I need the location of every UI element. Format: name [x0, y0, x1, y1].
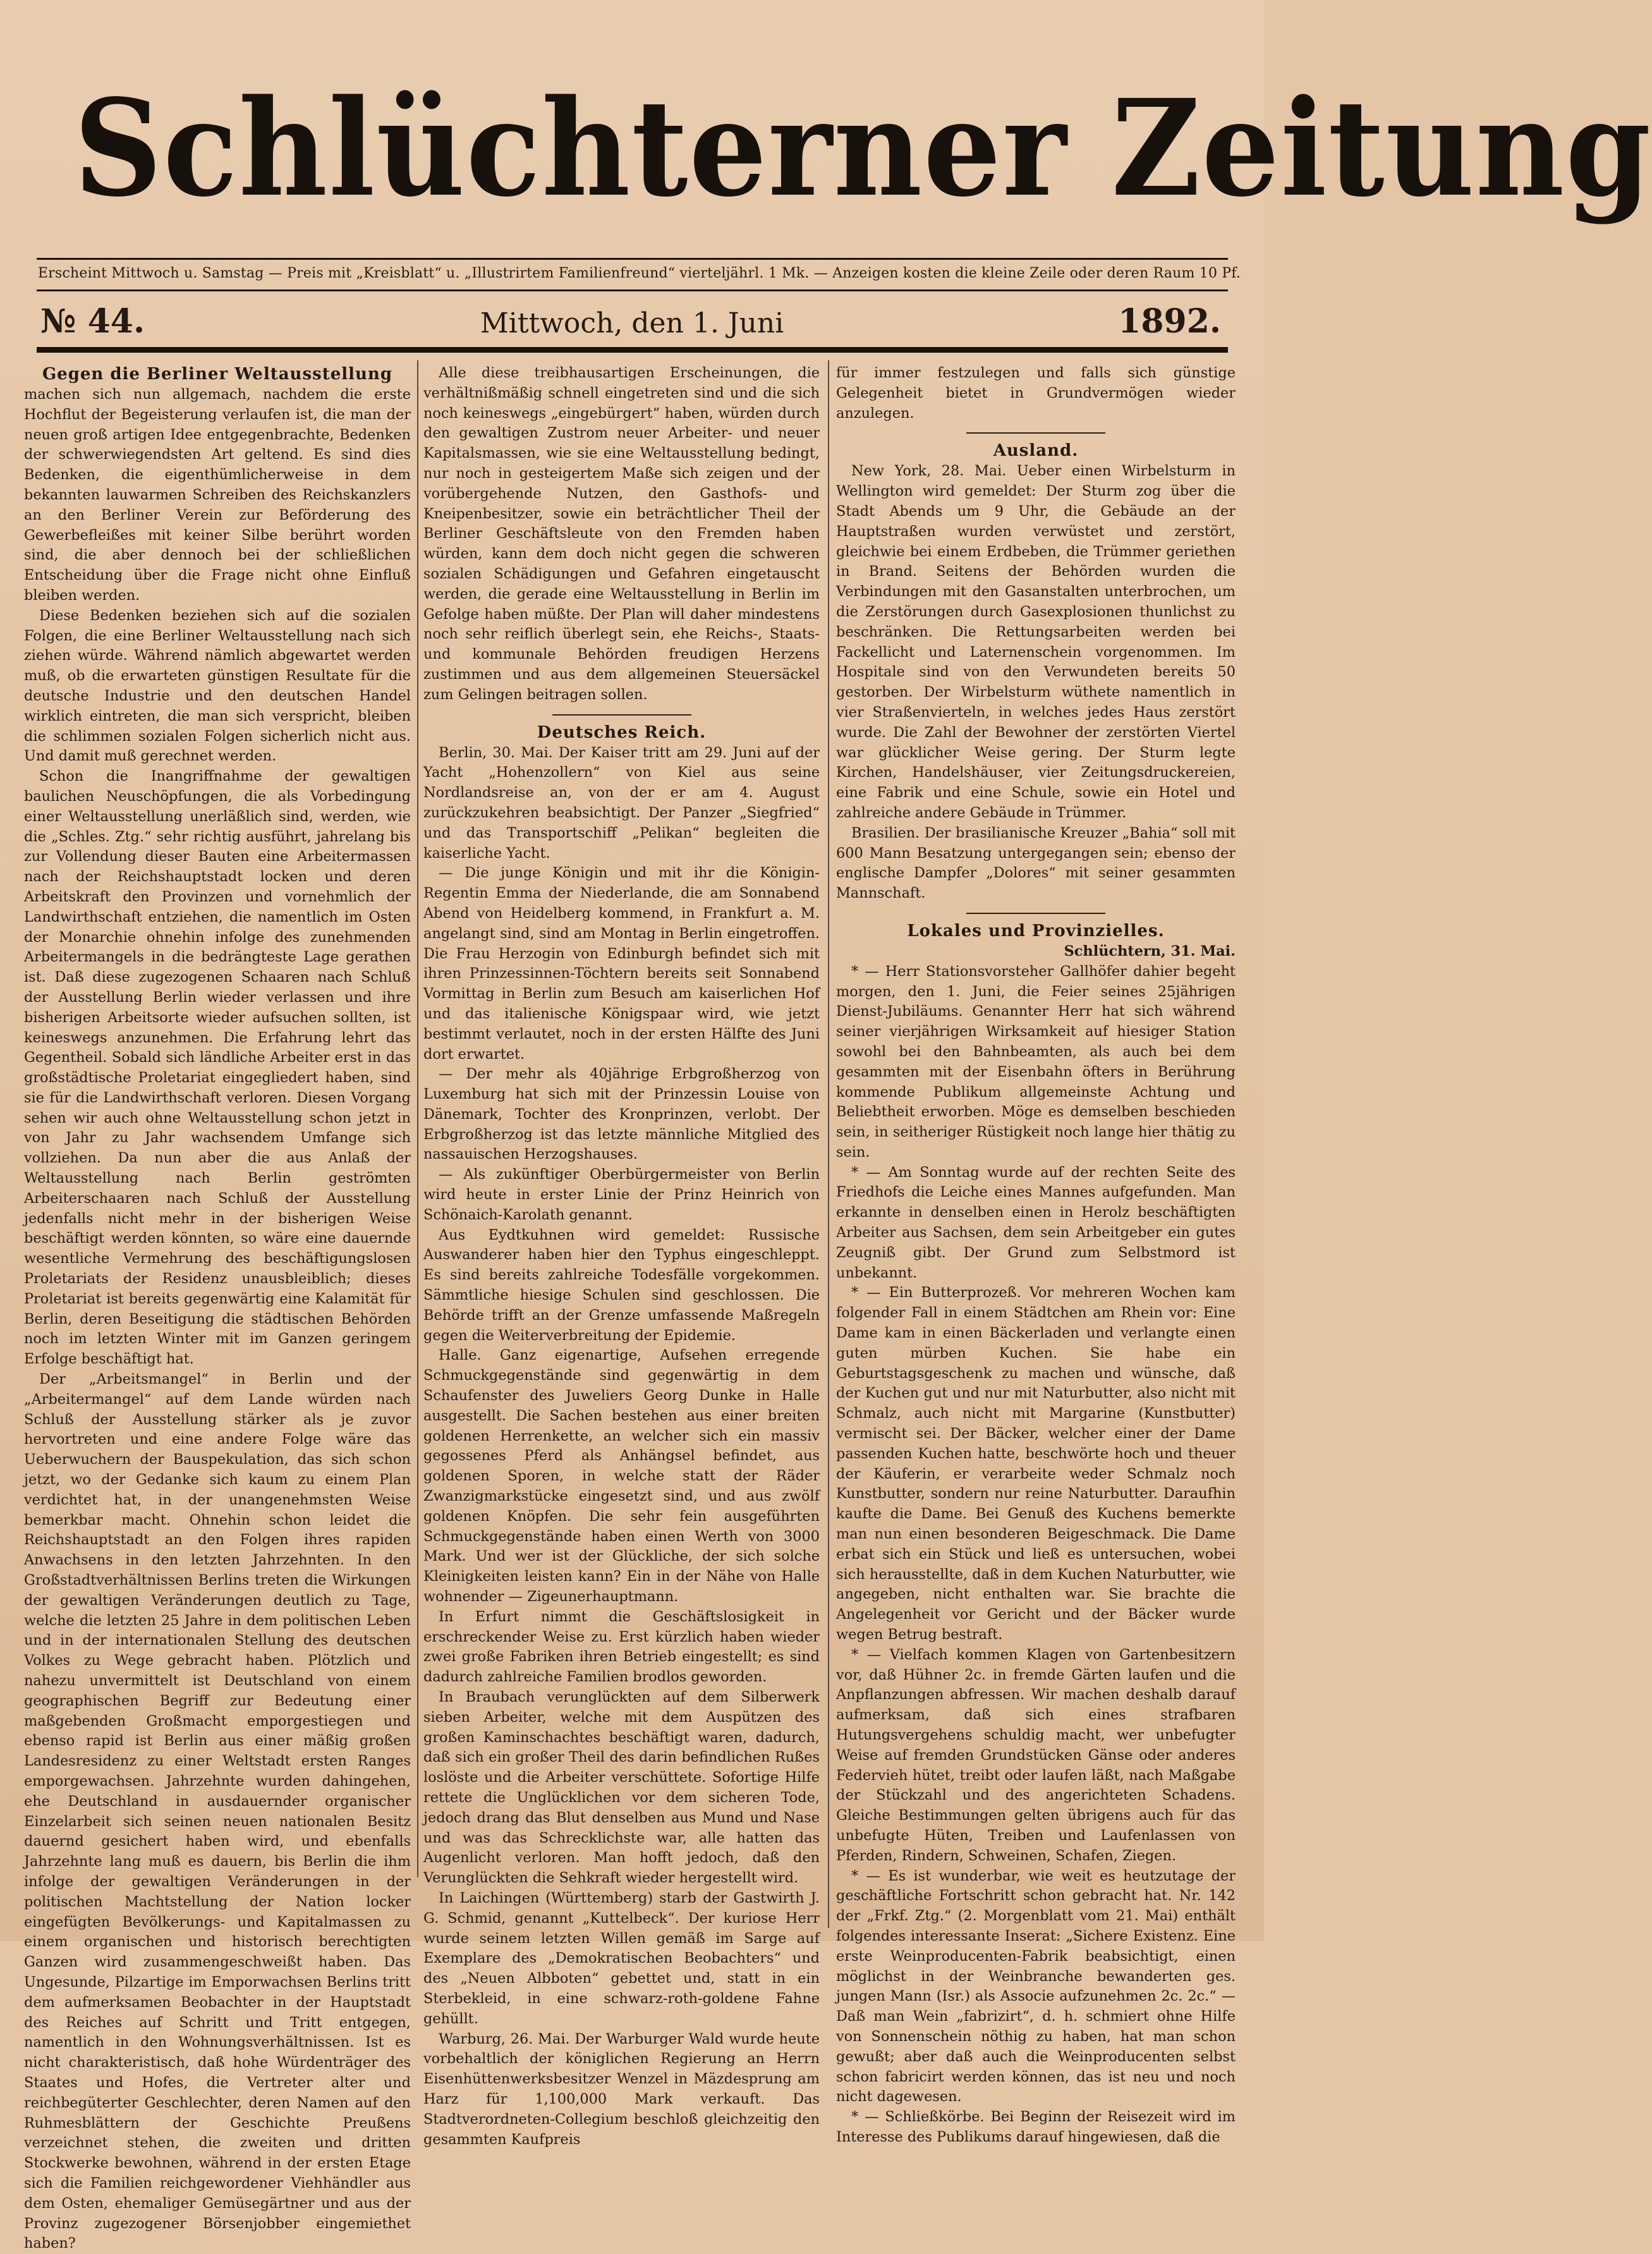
news-item-berlin: Berlin, 30. Mai. Der Kaiser tritt am 29. Juni auf der Yacht „Hohenzollern“ von Kiel aus seine Nordlandsreise an, von der er am 4. August zurückzukehren beabsichtigt. Der Panzer „Siegfried“ und das Transportschiff „Pelikan“ begleiten die kaiserliche Yacht.: [423, 744, 820, 862]
masthead-rule-bottom: [37, 347, 1228, 353]
article-paragraph: machen sich nun allgemach, nachdem die erste Hochflut der Begeisterung verlaufen ist, die man der neuen groß artigen Idee entgegenbrachte, Bedenken der schwerwiegendsten Art geltend. Es sind dies Bedenken, die eigenthümlicherweise in dem bekannten lauwarmen Schreiben des Reichskanzlers an den Berliner Verein zur Beförderung des Gewerbefleißes mit keiner Silbe berührt worden sind, die aber dennoch bei der schließlichen Entscheidung über die Frage nicht ohne Einfluß bleiben werden.: [24, 386, 411, 604]
local-dateline: Schlüchtern, 31. Mai.: [1064, 942, 1236, 959]
article-paragraph: Der „Arbeitsmangel“ in Berlin und der „Arbeitermangel“ auf dem Lande würden nach Schluß der Ausstellung stärker als je zuvor hervortreten und eine andere Folge wäre das Ueberwuchern der Bauspekulation, das sich schon jetzt, wo der Gedanke sich kaum zu einem Plan verdichtet hat, in der unangenehmsten Weise bemerkbar macht. Ohnehin schon leidet die Reichshauptstadt an den Folgen ihres rapiden Anwachsens in den letzten Jahrzehnten. In den Großstadtverhältnissen Berlins treten die Wirkungen der gewaltigen Veränderungen deutlich zu Tage, welche die letzten 25 Jahre in dem politischen Leben und in der internationalen Stellung des deutschen Volkes zu Wege gebracht haben. Plötzlich und nahezu unvermittelt ist Deutschland von einem geographischen Begriff zur Bedeutung einer maßgebenden Großmacht emporgestiegen und ebenso rapid ist Berlin aus einer mäßig großen Landesresidenz zu einer Weltstadt ersten Ranges emporgewachsen. Jahrzehnte wurden dahingehen, ehe Deutschland in ausdauernder organischer Einzelarbeit sich seinen neuen nationalen Besitz dauernd gesichert haben wird, und ebenfalls Jahrzehnte lang muß es dauern, bis Berlin die ihm infolge der gewaltigen Veränderungen in der politischen Machtstellung der Nation locker eingefügten Bevölkerungs- und Kapitalmassen zu einem organischen und historisch berechtigten Ganzen wird zusammengeschweißt haben. Das Ungesunde, Pilzartige im Emporwachsen Berlins tritt dem aufmerksamen Beobachter in der Hauptstadt des Reiches auf Schritt und Tritt entgegen, namentlich in den Wohnungsverhältnissen. Ist es nicht charakteristisch, daß hohe Würdenträger des Staates und Hofes, die Vertreter alter und reichbegüterter Geschlechter, deren Namen auf den Ruhmesblättern der Geschichte Preußens verzeichnet stehen, die zweiten und dritten Stockwerke bewohnen, während in der ersten Etage sich die Familien reichgewordener Viehhändler aus dem Osten, ehemaliger Gemüsegärtner und aus der Provinz zugezogener Börsenjobber eingemiethet haben?: [24, 1371, 411, 2252]
local-item: * — Vielfach kommen Klagen von Gartenbesitzern vor, daß Hühner 2c. in fremde Gärten laufen und die Anpflanzungen abfressen. Wir machen deshalb darauf aufmerksam, daß sich eines strafbaren Hutungsvergehens schuldig macht, wer unbefugter Weise auf fremden Grundstücken Gänse oder anderes Federvieh hütet, treibt oder laufen läßt, nach Maßgabe der Stückzahl und des angerichteten Schadens. Gleiche Bestimmungen gelten übrigens auch für das unbefugte Hüten, Treiben und Laufenlassen von Pferden, Rindern, Schweinen, Schafen, Ziegen.: [836, 1646, 1236, 1864]
column-divider-2: [828, 360, 829, 1928]
column-3: [836, 363, 1236, 2145]
column-2: [423, 363, 820, 2148]
section-divider: [552, 714, 691, 716]
news-item-braubach: In Braubach verunglückten auf dem Silberwerk sieben Arbeiter, welche mit dem Auspützen des großen Kaminschachtes beschäftigt waren, dadurch, daß sich ein großer Theil des darin befindlichen Rußes loslöste und die Arbeiter verschüttete. Sofortige Hilfe rettete die Unglücklichen vor dem sicheren Tode, jedoch drang das Blut denselben aus Mund und Nase und was das Schrecklichste war, alle hatten das Augenlicht verloren. Man hofft jedoch, daß den Verunglückten die Sehkraft wieder hergestellt wird.: [423, 1689, 820, 1887]
masthead-rule-top: [37, 258, 1228, 260]
section-heading-ausland: Ausland.: [993, 441, 1079, 461]
news-item: — Die junge Königin und mit ihr die Königin-Regentin Emma der Niederlande, die am Sonnabend Abend von Heidelberg kommend, in Frankfurt a. M. angelangt sind, sind am Montag in Berlin eingetroffen. Die Frau Herzogin von Edinburgh befindet sich mit ihren Prinzessinnen-Töchtern bereits seit Sonnabend Vormittag in Berlin zum Besuch am kaiserlichen Hof und das italienische Königspaar wird, wie jetzt bestimmt verlautet, noch in der ersten Hälfte des Juni dort erwartet.: [423, 865, 820, 1063]
news-item-new-york: New York, 28. Mai. Ueber einen Wirbelsturm in Wellington wird gemeldet: Der Sturm zog über die Stadt Abends um 9 Uhr, die Gebäude an der Hauptstraßen wurden verwüstet und zerstört, gleichwie bei einem Erdbeben, die Trümmer geriethen in Brand. Seitens der Behörden wurden die Verbindungen mit den Gasanstalten unterbrochen, um die Zerstörungen durch Gasexplosionen thunlichst zu beschränken. Die Rettungsarbeiten werden bei Fackellicht und Laternenschein vorgenommen. Im Hospitale sind von den Verwundeten bereits 50 gestorben. Der Wirbelsturm wüthete namentlich in vier Straßenvierteln, in welches jedes Haus zerstört wurde. Die Zahl der Bewohner der zerstörten Viertel war glücklicher Weise gering. Der Sturm legte Kirchen, Handelshäuser, vier Zeitungsdruckereien, eine Fabrik und eine Schule, sowie ein Hotel und zahlreiche andere Gebäude in Trümmer.: [836, 463, 1236, 821]
news-item: — Als zukünftiger Oberbürgermeister von Berlin wird heute in erster Linie der Prinz Heinrich von Schönaich-Karolath genannt.: [423, 1166, 820, 1223]
article-paragraph: für immer festzulegen und falls sich günstige Gelegenheit bietet in Grundvermögen wieder anzulegen.: [836, 365, 1236, 422]
column-1: [24, 363, 411, 2252]
section-divider: [966, 432, 1105, 434]
masthead-rule-middle: [37, 289, 1228, 291]
article-paragraph: Alle diese treibhausartigen Erscheinungen, die verhältnißmäßig schnell eingetreten sind und die sich noch keineswegs „eingebürgert“ haben, würden durch den gewaltigen Zustrom neuer Arbeiter- und neuer Kapitalsmassen, wie sie eine Weltausstellung bedingt, nur noch in gesteigertem Maße sich zeigen und der vorübergehende Nutzen, den Gasthofs- und Kneipenbesitzer, sowie ein beträchtlicher Theil der Berliner Geschäftsleute von den Fremden haben würden, kann dem doch nicht gegen die schweren sozialen Schädigungen und Gefahren eingetauscht werden, die gerade eine Weltausstellung in Berlin im Gefolge haben müßte. Der Plan will daher mindestens noch sehr reiflich überlegt sein, ehe Reichs-, Staats- und kommunale Behörden freudigen Herzens zustimmen und aus dem allgemeinen Steuersäckel zum Gelingen beitragen sollen.: [423, 365, 820, 703]
local-item: * — Herr Stationsvorsteher Gallhöfer dahier begeht morgen, den 1. Juni, die Feier seines 25jährigen Dienst-Jubiläums. Genannter Herr hat sich während seiner vierjährigen Wirksamkeit auf hiesiger Station sowohl bei den Bahnbeamten, als auch bei dem gesammten mit der Eisenbahn öfters in Berührung kommende Publikum allgemeinste Achtung und Beliebtheit erworben. Möge es demselben beschieden sein, in seitheriger Rüstigkeit noch lange hier thätig zu sein.: [836, 963, 1236, 1161]
local-item: * — Es ist wunderbar, wie weit es heutzutage der geschäftliche Fortschritt schon gebracht hat. Nr. 142 der „Frkf. Ztg.“ (2. Morgenblatt vom 21. Mai) enthält folgendes interessante Inserat: „Sichere Existenz. Eine erste Weinproducenten-Fabrik beabsichtigt, einen möglichst in der Weinbranche bewanderten ges. jungen Mann (Isr.) als Associe aufzunehmen 2c. 2c.“ — Daß man Wein „fabrizirt“, d. h. schmiert ohne Hilfe von Sonnenschein nöthig zu haben, hat man schon gewußt; aber daß auch die Weinproducenten selbst schon fabricirt werden können, das ist neu und noch nicht dagewesen.: [836, 1867, 1236, 2105]
section-heading-lokales: Lokales und Provinzielles.: [907, 921, 1165, 941]
section-divider: [966, 913, 1105, 914]
news-item-halle: Halle. Ganz eigenartige, Aufsehen erregende Schmuckgegenstände sind gegenwärtig in dem Schaufenster des Juweliers Georg Dunke in Halle ausgestellt. Die Sachen bestehen aus einer breiten goldenen Herrenkette, an welcher sich ein massiv gegossenes Pferd als Anhängsel befindet, aus goldenen Sporen, in welche statt der Räder Zwanzigmarkstücke eingesetzt sind, und aus zwölf goldenen Knöpfen. Die sehr fein ausgeführten Schmuckgegenstände haben einen Werth von 3000 Mark. Und wer ist der Glückliche, der sich solche Kleinigkeiten leisten kann? Ein in der Nähe von Halle wohnender — Zigeunerhauptmann.: [423, 1347, 820, 1605]
local-item: * — Ein Butterprozeß. Vor mehreren Wochen kam folgender Fall in einem Städtchen am Rhein vor: Eine Dame kam in einen Bäckerladen und verlangte einen guten mürben Kuchen. Sie habe ein Geburtstagsgeschenk zu machen und wünsche, daß der Kuchen gut und nur mit Naturbutter, also nicht mit Schmalz, auch nicht mit Margarine (Kunstbutter) vermischt sei. Der Bäcker, welcher einer der Dame passenden Kuchen hatte, beschwörte hoch und theuer der Käuferin, er verarbeite weder Schmalz noch Kunstbutter, sondern nur reine Naturbutter. Daraufhin kaufte die Dame. Bei Genuß des Kuchens bemerkte man nun einen besonderen Beigeschmack. Die Dame erbat sich ein Stück und ließ es untersuchen, wobei sich herausstellte, daß in dem Kuchen Naturbutter, wie angegeben, nicht enthalten war. Sie brachte die Angelegenheit vor Gericht und der Bäcker wurde wegen Betrug bestraft.: [836, 1284, 1236, 1643]
article-paragraph: Diese Bedenken beziehen sich auf die sozialen Folgen, die eine Berliner Weltausstellung nach sich ziehen würde. Während nämlich abgewartet werden muß, ob die erwarteten günstigen Resultate für die deutsche Industrie und den deutschen Handel wirklich eintreten, die man sich verspricht, bleiben die schlimmen sozialen Folgen sicherlich nicht aus. Und damit muß gerechnet werden.: [24, 607, 411, 765]
masthead-title: Schlüchterner Zeitung: [73, 70, 1652, 226]
news-item-laichingen: In Laichingen (Württemberg) starb der Gastwirth J. G. Schmid, genannt „Kuttelbeck“. Der kuriose Herr wurde seinem letzten Willen gemäß im Sarge auf Exemplare des „Demokratischen Beobachters“ und des „Neuen Albboten“ gebettet und, statt in ein Sterbekleid, in eine schwarz-roth-goldene Fahne gehüllt.: [423, 1889, 820, 2027]
column-divider-1: [417, 360, 418, 1877]
local-item: * — Schließkörbe. Bei Beginn der Reisezeit wird im Interesse des Publikums darauf hingewiesen, daß die: [836, 2109, 1236, 2145]
issue-number: № 44.: [40, 302, 145, 341]
issue-year: 1892.: [1118, 302, 1221, 341]
issue-date: Mittwoch, den 1. Juni: [480, 307, 784, 339]
news-item-brasilien: Brasilien. Der brasilianische Kreuzer „Bahia“ soll mit 600 Mann Besatzung untergegangen sein; ebenso der englische Dampfer „Dolores“ mit seiner gesammten Mannschaft.: [836, 824, 1236, 902]
news-item-eydtkuhnen: Aus Eydtkuhnen wird gemeldet: Russische Auswanderer haben hier den Typhus eingeschleppt. Es sind bereits zahlreiche Todesfälle vorgekommen. Sämmtliche hiesige Schulen sind geschlossen. Die Behörde trifft an der Grenze umfassende Maßregeln gegen die Weiterverbreitung der Epidemie.: [423, 1226, 820, 1344]
news-item-warburg: Warburg, 26. Mai. Der Warburger Wald wurde heute vorbehaltlich der königlichen Regierung an Herrn Eisenhüttenwerksbesitzer Wenzel in Mäzdesprung am Harz für 1,100,000 Mark verkauft. Das Stadtverordneten-Collegium beschloß gleichzeitig den gesammten Kaufpreis: [423, 2030, 820, 2148]
local-item: * — Am Sonntag wurde auf der rechten Seite des Friedhofs die Leiche eines Mannes aufgefunden. Man erkannte in denselben einen in Herolz beschäftigten Arbeiter aus Sachsen, dem sein Arbeitgeber ein gutes Zeugniß gibt. Der Grund zum Selbstmord ist unbekannt.: [836, 1164, 1236, 1281]
subscription-info: Erscheint Mittwoch u. Samstag — Preis mit „Kreisblatt“ u. „Illustrirtem Familienfreund“ vierteljährl. 1 Mk. — Anzeigen kosten die kleine Zeile oder deren Raum 10 Pf.: [38, 265, 1241, 281]
news-item: — Der mehr als 40jährige Erbgroßherzog von Luxemburg hat sich mit der Prinzessin Louise von Dänemark, Tochter des Kronprinzen, verlobt. Der Erbgroßherzog ist das letzte männliche Mitglied des nassauischen Herzogshauses.: [423, 1066, 820, 1163]
section-heading-deutsches-reich: Deutsches Reich.: [537, 722, 707, 742]
article-paragraph: Schon die Inangriffnahme der gewaltigen baulichen Neuschöpfungen, die als Vorbedingung einer Weltausstellung unerläßlich sind, werden, wie die „Schles. Ztg.“ sehr richtig ausführt, jahrelang bis zur Vollendung dieser Bauten eine Arbeitermassen nach der Reichshauptstadt locken und deren Arbeitskraft den Provinzen und vornehmlich der Landwirthschaft entziehen, die namentlich im Osten der Monarchie ohnehin infolge des zunehmenden Arbeitermangels in die bedrängteste Lage gerathen ist. Daß diese zugezogenen Schaaren nach Schluß der Ausstellung Berlin wieder verlassen und ihre bisherigen Arbeitsorte wieder aufsuchen sollten, ist keineswegs anzunehmen. Die Erfahrung lehrt das Gegentheil. Sobald sich ländliche Arbeiter erst in das großstädtische Proletariat eingegliedert haben, sind sie für die Landwirthschaft verloren. Diesen Vorgang sehen wir auch ohne Weltausstellung schon jetzt in von Jahr zu Jahr wachsendem Umfange sich vollziehen. Da nun aber die aus Anlaß der Weltausstellung nach Berlin geströmten Arbeiterschaaren nach Schluß der Ausstellung jedenfalls nicht mehr in der bisherigen Weise beschäftigt werden könnten, so wäre eine dauernde wesentliche Vermehrung des beschäftigungslosen Proletariats der Residenz unausbleiblich; dieses Proletariat ist bereits gegenwärtig eine Kalamität für Berlin, deren Beseitigung die städtischen Behörden noch im letzten Winter mit im Ganzen geringem Erfolge beschäftigt hat.: [24, 768, 411, 1368]
news-item-erfurt: In Erfurt nimmt die Geschäftslosigkeit in erschreckender Weise zu. Erst kürzlich haben wieder zwei große Fabriken ihren Betrieb eingestellt; es sind dadurch zahlreiche Familien brodlos geworden.: [423, 1608, 820, 1686]
article-heading-weltausstellung: Gegen die Berliner Weltausstellung: [42, 365, 393, 384]
